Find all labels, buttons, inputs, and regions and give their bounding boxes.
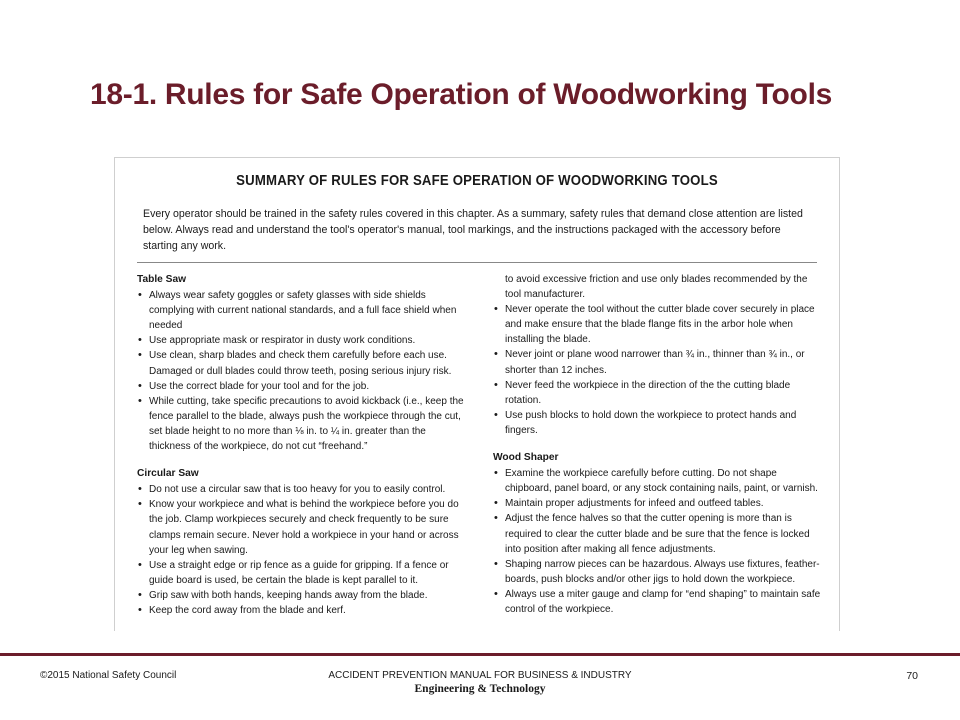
table-saw-rules	[137, 288, 467, 454]
footer-manual-title	[0, 670, 960, 695]
wood-shaper-rules	[493, 466, 823, 617]
list-item: • Use push blocks to hold down the workpiece to protect hands and fingers.	[493, 408, 823, 438]
document-excerpt	[114, 157, 840, 631]
list-item: • Know your workpiece and what is behind the workpiece before you do the job. Clamp workpieces securely and check frequently to be sure clamps remain secure. Never hold a workpiece in your hand or across your leg when sawing.	[137, 497, 467, 557]
list-item: • Keep the cord away from the blade and kerf.	[137, 603, 467, 618]
document-intro: Every operator should be trained in the safety rules covered in this chapter. As a summary, safety rules that demand close attention are listed below. Always read and understand the tool's operator's manual, tool markings, and the instructions packaged with the accessory before starting any work.	[143, 208, 803, 252]
document-divider	[137, 262, 817, 263]
list-item: • Use appropriate mask or respirator in dusty work conditions.	[137, 333, 467, 348]
section-heading-table-saw: Table Saw	[137, 274, 187, 285]
footer-copyright: ©2015 National Safety Council	[40, 670, 177, 681]
list-item: • Do not use a circular saw that is too heavy for you to easily control.	[137, 482, 467, 497]
list-item: • Examine the workpiece carefully before cutting. Do not shape chipboard, panel board, or any stock containing nails, paint, or varnish.	[493, 466, 823, 496]
circular-saw-rules	[137, 482, 467, 618]
left-column	[137, 272, 467, 618]
list-item: • Use the correct blade for your tool and for the job.	[137, 379, 467, 394]
list-item: • Never operate the tool without the cutter blade cover securely in place and make ensure that the blade flange fits in the arbor hole when installing the blade.	[493, 302, 823, 347]
footer-divider	[0, 653, 960, 656]
page-number: 70	[906, 670, 918, 682]
list-item: • Use clean, sharp blades and check them carefully before each use. Damaged or dull blades could throw teeth, posing serious injury risk.	[137, 348, 467, 378]
section-heading-wood-shaper: Wood Shaper	[493, 452, 559, 464]
section-heading-circular-saw: Circular Saw	[137, 468, 199, 480]
list-item: • Always wear safety goggles or safety glasses with side shields complying with current national standards, and a full face shield when needed	[137, 288, 467, 333]
manual-subtitle: Engineering & Technology	[414, 683, 546, 695]
manual-title: ACCIDENT PREVENTION MANUAL FOR BUSINESS & INDUSTRY	[328, 670, 632, 681]
list-item: • While cutting, take specific precautions to avoid kickback (i.e., keep the fence parallel to the blade, always push the workpiece through the cut, set blade height to no more than ⅛ in. to ¼ in. greater than the thickness of the workpiece, do not cut “freehand.”	[137, 394, 467, 454]
slide-title: 18-1. Rules for Safe Operation of Woodworking Tools	[90, 78, 832, 111]
list-item: • Maintain proper adjustments for infeed and outfeed tables.	[493, 496, 823, 511]
right-column	[493, 272, 823, 617]
document-heading: SUMMARY OF RULES FOR SAFE OPERATION OF WOODWORKING TOOLS	[236, 172, 718, 189]
list-item: • Never feed the workpiece in the direction of the the cutting blade rotation.	[493, 378, 823, 408]
list-item: • Always use a miter gauge and clamp for “end shaping” to maintain safe control of the workpiece.	[493, 587, 823, 617]
list-item: • Shaping narrow pieces can be hazardous. Always use fixtures, feather-boards, push blocks and/or other jigs to hold down the workpiece.	[493, 557, 823, 587]
list-item: • Adjust the fence halves so that the cutter opening is more than is required to clear the cutter blade and be sure that the fence is locked into position after making all fence adjustments.	[493, 511, 823, 556]
list-item: • Use a straight edge or rip fence as a guide for gripping. If a fence or guide board is used, be certain the blade is kept parallel to it.	[137, 558, 467, 588]
table-saw-rules-continued	[493, 302, 823, 438]
list-item: • Grip saw with both hands, keeping hands away from the blade.	[137, 588, 467, 603]
list-item: • Never joint or plane wood narrower than ¾ in., thinner than ¾ in., or shorter than 12 inches.	[493, 347, 823, 377]
continued-text: to avoid excessive friction and use only blades recommended by the tool manufacturer.	[505, 274, 808, 301]
